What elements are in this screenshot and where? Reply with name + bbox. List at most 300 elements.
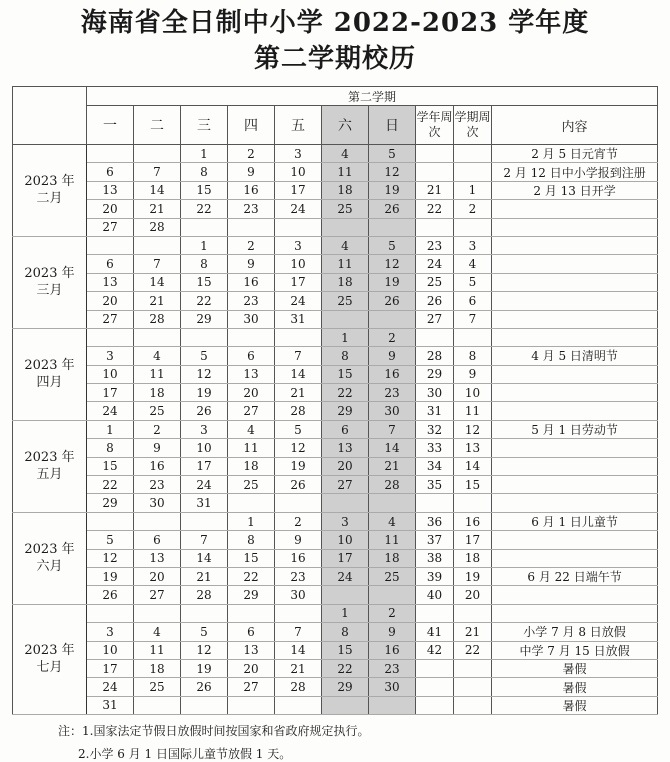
semester-week-cell: 10 <box>454 384 492 402</box>
day-cell <box>275 696 322 714</box>
day-cell: 24 <box>181 476 228 494</box>
event-note-cell: 2 月 5 日元宵节 <box>492 145 658 163</box>
week-row <box>13 347 658 365</box>
day-cell: 8 <box>87 439 134 457</box>
day-cell: 2 <box>369 328 416 346</box>
school-year-week-cell: 34 <box>416 457 454 475</box>
day-cell: 16 <box>275 549 322 567</box>
school-year-week-cell: 24 <box>416 255 454 273</box>
day-cell: 13 <box>322 439 369 457</box>
week-row <box>13 236 658 254</box>
day-cell <box>369 696 416 714</box>
day-cell: 22 <box>322 384 369 402</box>
semester-week-cell: 21 <box>454 623 492 641</box>
day-cell: 10 <box>275 255 322 273</box>
day-cell: 3 <box>275 236 322 254</box>
semester-week-cell: 3 <box>454 236 492 254</box>
day-cell: 26 <box>369 200 416 218</box>
day-cell: 11 <box>134 365 181 383</box>
day-cell: 24 <box>275 292 322 310</box>
day-cell: 26 <box>181 402 228 420</box>
day-cell: 22 <box>181 200 228 218</box>
day-cell: 16 <box>228 181 275 199</box>
week-row <box>13 549 658 567</box>
day-cell: 8 <box>181 255 228 273</box>
day-cell: 23 <box>275 567 322 585</box>
day-cell: 27 <box>322 476 369 494</box>
day-cell: 19 <box>181 659 228 677</box>
day-cell: 1 <box>228 512 275 530</box>
semester-week-cell: 4 <box>454 255 492 273</box>
day-cell: 18 <box>322 273 369 291</box>
month-label: 2023 年 二月 <box>13 145 87 237</box>
school-year-week-cell: 39 <box>416 567 454 585</box>
day-cell <box>228 696 275 714</box>
school-year-week-cell: 33 <box>416 439 454 457</box>
day-cell: 20 <box>87 200 134 218</box>
title-line-1: 海南省全日制中小学 2022-2023 学年度 <box>80 8 590 38</box>
school-year-week-cell: 42 <box>416 641 454 659</box>
school-year-week-cell: 30 <box>416 384 454 402</box>
day-cell: 7 <box>134 163 181 181</box>
day-cell: 17 <box>275 181 322 199</box>
semester-week-cell: 6 <box>454 292 492 310</box>
event-note-cell <box>492 439 658 457</box>
day-cell: 12 <box>87 549 134 567</box>
day-cell: 30 <box>369 678 416 696</box>
day-cell: 2 <box>228 236 275 254</box>
semester-week-cell: 14 <box>454 457 492 475</box>
day-cell: 15 <box>322 641 369 659</box>
semester-week-cell <box>454 696 492 714</box>
week-row <box>13 604 658 622</box>
day-cell: 30 <box>275 586 322 604</box>
day-cell: 21 <box>369 457 416 475</box>
event-note-cell: 暑假 <box>492 696 658 714</box>
semester-week-cell: 17 <box>454 531 492 549</box>
day-cell <box>275 604 322 622</box>
day-cell <box>369 586 416 604</box>
day-cell: 11 <box>134 641 181 659</box>
event-note-cell <box>492 310 658 328</box>
semester-header: 第二学期 <box>87 87 658 106</box>
semester-week-cell <box>454 678 492 696</box>
day-cell: 5 <box>369 145 416 163</box>
corner-cell <box>13 87 87 145</box>
day-cell: 17 <box>181 457 228 475</box>
note-1: 注：1.国家法定节假日放假时间按国家和省政府规定执行。 <box>58 724 370 738</box>
day-cell: 21 <box>275 384 322 402</box>
event-note-cell <box>492 586 658 604</box>
event-note-cell <box>492 273 658 291</box>
semester-week-cell: 1 <box>454 181 492 199</box>
day-cell <box>275 218 322 236</box>
school-year-week-cell: 29 <box>416 365 454 383</box>
weekday-header: 六 <box>322 106 369 145</box>
semester-week-header: 学期周次 <box>454 106 492 145</box>
day-cell: 17 <box>322 549 369 567</box>
day-cell: 1 <box>87 420 134 438</box>
event-note-cell: 2 月 13 日开学 <box>492 181 658 199</box>
day-cell <box>369 218 416 236</box>
day-cell: 7 <box>275 347 322 365</box>
school-year-week-cell <box>416 494 454 512</box>
month-label: 2023 年 三月 <box>13 236 87 328</box>
week-row <box>13 384 658 402</box>
school-year-week-cell: 40 <box>416 586 454 604</box>
day-cell: 6 <box>228 347 275 365</box>
day-cell: 22 <box>181 292 228 310</box>
semester-week-cell <box>454 659 492 677</box>
day-cell: 11 <box>369 531 416 549</box>
day-cell: 10 <box>87 365 134 383</box>
month-label: 2023 年 七月 <box>13 604 87 714</box>
day-cell: 30 <box>369 402 416 420</box>
weekday-header: 三 <box>181 106 228 145</box>
day-cell: 25 <box>228 476 275 494</box>
day-cell: 5 <box>87 531 134 549</box>
day-cell: 6 <box>134 531 181 549</box>
weekday-header: 一 <box>87 106 134 145</box>
day-cell: 16 <box>369 365 416 383</box>
event-note-cell <box>492 604 658 622</box>
event-note-cell <box>492 292 658 310</box>
day-cell: 25 <box>134 678 181 696</box>
day-cell: 6 <box>87 255 134 273</box>
school-year-week-cell <box>416 696 454 714</box>
week-row <box>13 365 658 383</box>
day-cell: 9 <box>228 255 275 273</box>
day-cell: 9 <box>369 347 416 365</box>
day-cell <box>134 512 181 530</box>
week-row <box>13 402 658 420</box>
event-note-cell <box>492 457 658 475</box>
day-cell: 23 <box>369 384 416 402</box>
week-row <box>13 623 658 641</box>
event-note-cell <box>492 365 658 383</box>
day-cell: 3 <box>87 347 134 365</box>
week-row <box>13 255 658 273</box>
day-cell: 29 <box>228 586 275 604</box>
semester-week-cell <box>454 145 492 163</box>
day-cell: 10 <box>87 641 134 659</box>
day-cell: 26 <box>275 476 322 494</box>
day-cell: 27 <box>87 310 134 328</box>
event-note-cell: 小学 7 月 8 日放假 <box>492 623 658 641</box>
day-cell <box>134 696 181 714</box>
day-cell: 27 <box>134 586 181 604</box>
semester-week-cell: 12 <box>454 420 492 438</box>
day-cell: 23 <box>228 200 275 218</box>
day-cell: 18 <box>134 659 181 677</box>
event-note-cell: 暑假 <box>492 678 658 696</box>
semester-week-cell: 2 <box>454 200 492 218</box>
day-cell: 7 <box>275 623 322 641</box>
day-cell <box>134 328 181 346</box>
day-cell: 12 <box>369 163 416 181</box>
day-cell: 6 <box>322 420 369 438</box>
day-cell: 28 <box>181 586 228 604</box>
day-cell: 21 <box>275 659 322 677</box>
day-cell: 1 <box>322 328 369 346</box>
school-year-week-cell: 22 <box>416 200 454 218</box>
day-cell: 9 <box>228 163 275 181</box>
week-row <box>13 512 658 530</box>
day-cell <box>87 328 134 346</box>
day-cell: 29 <box>322 678 369 696</box>
day-cell: 24 <box>322 567 369 585</box>
day-cell <box>228 494 275 512</box>
day-cell <box>228 328 275 346</box>
day-cell: 3 <box>181 420 228 438</box>
day-cell: 31 <box>275 310 322 328</box>
day-cell: 14 <box>181 549 228 567</box>
event-note-cell <box>492 200 658 218</box>
event-note-cell: 6 月 1 日儿童节 <box>492 512 658 530</box>
day-cell: 3 <box>87 623 134 641</box>
day-cell: 8 <box>181 163 228 181</box>
day-cell: 11 <box>322 163 369 181</box>
event-note-cell <box>492 402 658 420</box>
day-cell: 20 <box>228 384 275 402</box>
school-year-week-cell <box>416 328 454 346</box>
day-cell: 15 <box>181 273 228 291</box>
week-row <box>13 145 658 163</box>
day-cell: 22 <box>228 567 275 585</box>
day-cell <box>322 586 369 604</box>
day-cell: 12 <box>275 439 322 457</box>
day-cell: 8 <box>322 347 369 365</box>
event-note-cell: 6 月 22 日端午节 <box>492 567 658 585</box>
day-cell <box>87 604 134 622</box>
event-note-cell <box>492 476 658 494</box>
semester-week-cell <box>454 604 492 622</box>
day-cell: 31 <box>181 494 228 512</box>
event-note-cell: 5 月 1 日劳动节 <box>492 420 658 438</box>
week-row <box>13 678 658 696</box>
day-cell: 16 <box>369 641 416 659</box>
day-cell: 13 <box>228 365 275 383</box>
day-cell: 28 <box>275 678 322 696</box>
day-cell: 14 <box>275 641 322 659</box>
day-cell: 18 <box>369 549 416 567</box>
week-row <box>13 457 658 475</box>
school-year-week-cell <box>416 604 454 622</box>
semester-week-cell <box>454 328 492 346</box>
day-cell: 4 <box>228 420 275 438</box>
day-cell: 7 <box>369 420 416 438</box>
semester-week-cell: 15 <box>454 476 492 494</box>
day-cell: 10 <box>322 531 369 549</box>
day-cell: 3 <box>322 512 369 530</box>
school-year-week-cell: 23 <box>416 236 454 254</box>
day-cell: 20 <box>134 567 181 585</box>
day-cell: 22 <box>87 476 134 494</box>
day-cell <box>134 236 181 254</box>
school-calendar-table <box>12 86 658 715</box>
day-cell: 14 <box>369 439 416 457</box>
school-year-week-cell <box>416 678 454 696</box>
day-cell: 29 <box>181 310 228 328</box>
day-cell: 1 <box>181 236 228 254</box>
event-note-cell <box>492 236 658 254</box>
day-cell: 15 <box>87 457 134 475</box>
semester-week-cell: 5 <box>454 273 492 291</box>
month-label: 2023 年 四月 <box>13 328 87 420</box>
day-cell <box>369 310 416 328</box>
week-row <box>13 494 658 512</box>
day-cell: 17 <box>87 384 134 402</box>
school-year-week-cell: 28 <box>416 347 454 365</box>
day-cell: 2 <box>275 512 322 530</box>
week-row <box>13 218 658 236</box>
day-cell: 3 <box>275 145 322 163</box>
semester-week-cell: 22 <box>454 641 492 659</box>
event-note-cell: 中学 7 月 15 日放假 <box>492 641 658 659</box>
day-cell <box>322 218 369 236</box>
day-cell: 26 <box>87 586 134 604</box>
day-cell: 8 <box>228 531 275 549</box>
day-cell <box>322 494 369 512</box>
day-cell: 24 <box>87 402 134 420</box>
day-cell: 15 <box>228 549 275 567</box>
day-cell: 25 <box>369 567 416 585</box>
day-cell: 5 <box>369 236 416 254</box>
content-header: 内容 <box>492 106 658 145</box>
day-cell: 28 <box>134 218 181 236</box>
school-year-week-cell: 26 <box>416 292 454 310</box>
day-cell: 9 <box>275 531 322 549</box>
day-cell: 2 <box>134 420 181 438</box>
day-cell: 28 <box>275 402 322 420</box>
day-cell: 23 <box>134 476 181 494</box>
day-cell: 8 <box>322 623 369 641</box>
day-cell: 20 <box>322 457 369 475</box>
event-note-cell <box>492 531 658 549</box>
day-cell <box>275 494 322 512</box>
day-cell <box>134 145 181 163</box>
day-cell: 13 <box>87 181 134 199</box>
day-cell <box>87 145 134 163</box>
day-cell: 21 <box>134 200 181 218</box>
day-cell: 20 <box>87 292 134 310</box>
title-line-2: 第二学期校历 <box>253 44 416 74</box>
day-cell: 30 <box>228 310 275 328</box>
week-row <box>13 420 658 438</box>
day-cell: 28 <box>369 476 416 494</box>
school-year-week-cell <box>416 145 454 163</box>
week-row <box>13 439 658 457</box>
semester-week-cell: 20 <box>454 586 492 604</box>
day-cell <box>181 512 228 530</box>
day-cell: 20 <box>228 659 275 677</box>
day-cell: 13 <box>87 273 134 291</box>
day-cell: 27 <box>228 402 275 420</box>
day-cell: 21 <box>134 292 181 310</box>
day-cell: 7 <box>134 255 181 273</box>
day-cell <box>322 696 369 714</box>
day-cell <box>181 696 228 714</box>
day-cell: 26 <box>369 292 416 310</box>
day-cell: 4 <box>322 145 369 163</box>
day-cell: 11 <box>228 439 275 457</box>
school-year-week-cell: 35 <box>416 476 454 494</box>
day-cell: 27 <box>87 218 134 236</box>
day-cell <box>181 218 228 236</box>
semester-week-cell: 18 <box>454 549 492 567</box>
week-row <box>13 181 658 199</box>
day-cell: 4 <box>134 623 181 641</box>
school-year-week-cell: 21 <box>416 181 454 199</box>
day-cell: 26 <box>181 678 228 696</box>
day-cell <box>181 328 228 346</box>
day-cell <box>87 512 134 530</box>
weekday-header: 二 <box>134 106 181 145</box>
note-2: 2.小学 6 月 1 日国际儿童节放假 1 天。 <box>78 747 292 761</box>
day-cell <box>228 218 275 236</box>
school-year-week-cell: 41 <box>416 623 454 641</box>
event-note-cell: 2 月 12 日中小学报到注册 <box>492 163 658 181</box>
day-cell: 18 <box>322 181 369 199</box>
semester-week-cell: 11 <box>454 402 492 420</box>
day-cell: 17 <box>275 273 322 291</box>
day-cell: 15 <box>322 365 369 383</box>
semester-week-cell: 9 <box>454 365 492 383</box>
day-cell <box>228 604 275 622</box>
week-row <box>13 200 658 218</box>
week-row <box>13 586 658 604</box>
day-cell: 28 <box>134 310 181 328</box>
event-note-cell: 暑假 <box>492 659 658 677</box>
day-cell <box>134 604 181 622</box>
school-year-week-cell: 37 <box>416 531 454 549</box>
day-cell: 4 <box>369 512 416 530</box>
day-cell: 2 <box>369 604 416 622</box>
day-cell: 12 <box>369 255 416 273</box>
week-row <box>13 567 658 585</box>
day-cell: 31 <box>87 696 134 714</box>
week-row <box>13 659 658 677</box>
week-row <box>13 476 658 494</box>
day-cell <box>322 310 369 328</box>
day-cell: 24 <box>87 678 134 696</box>
day-cell <box>275 328 322 346</box>
weekday-header: 日 <box>369 106 416 145</box>
day-cell: 10 <box>275 163 322 181</box>
day-cell: 17 <box>87 659 134 677</box>
event-note-cell <box>492 384 658 402</box>
school-year-week-cell <box>416 163 454 181</box>
school-year-week-cell <box>416 218 454 236</box>
week-row <box>13 292 658 310</box>
day-cell: 21 <box>181 567 228 585</box>
day-cell: 4 <box>134 347 181 365</box>
weekday-header: 五 <box>275 106 322 145</box>
day-cell: 1 <box>181 145 228 163</box>
day-cell: 25 <box>322 292 369 310</box>
month-label: 2023 年 五月 <box>13 420 87 512</box>
event-note-cell: 4 月 5 日清明节 <box>492 347 658 365</box>
week-row <box>13 696 658 714</box>
event-note-cell <box>492 255 658 273</box>
day-cell: 29 <box>87 494 134 512</box>
semester-week-cell: 19 <box>454 567 492 585</box>
day-cell: 14 <box>134 273 181 291</box>
day-cell: 5 <box>275 420 322 438</box>
day-cell: 6 <box>228 623 275 641</box>
semester-week-cell <box>454 218 492 236</box>
day-cell: 13 <box>134 549 181 567</box>
